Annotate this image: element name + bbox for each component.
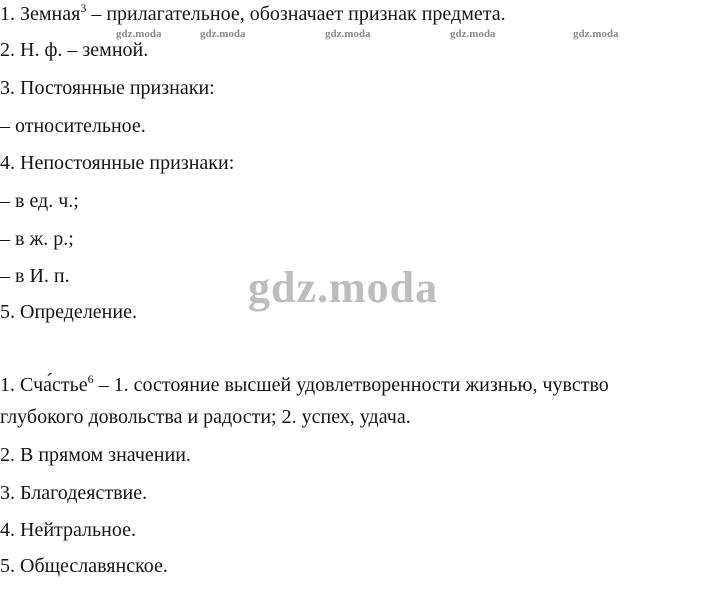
part2-line1-superscript: 6 xyxy=(87,372,94,386)
part2-line6: 5. Общеславянское. xyxy=(0,555,168,577)
part1-line2: 2. Н. ф. – земной. xyxy=(0,39,149,61)
watermark-small: gdz.moda xyxy=(325,28,371,40)
watermark-small: gdz.moda xyxy=(116,28,162,40)
part2-line1-start: 1. Сча́стье xyxy=(0,374,88,396)
watermark-small: gdz.moda xyxy=(573,28,619,40)
part2-line3: 2. В прямом значении. xyxy=(0,444,191,466)
watermark-small: gdz.moda xyxy=(200,28,246,40)
part1-line7: – в ж. р.; xyxy=(0,228,74,250)
part1-line3: 3. Постоянные признаки: xyxy=(0,77,215,99)
part2-line5: 4. Нейтральное. xyxy=(0,519,136,541)
part1-line1-start: 1. Земная xyxy=(0,3,81,25)
part1-line1-superscript: 3 xyxy=(80,1,87,15)
part2-line2: глубокого довольства и радости; 2. успех, удача. xyxy=(0,406,411,428)
part1-line1-end: – прилагательное, обозначает признак предмета. xyxy=(86,3,506,25)
part1-line4: – относительное. xyxy=(0,115,146,137)
watermark-small: gdz.moda xyxy=(450,28,496,40)
part1-line5: 4. Непостоянные признаки: xyxy=(0,152,235,174)
part1-line8: – в И. п. xyxy=(0,265,70,287)
part1-line9: 5. Определение. xyxy=(0,301,137,323)
part2-line1-end: – 1. состояние высшей удовлетворенности жизнью, чувство xyxy=(93,374,609,396)
part1-line1 xyxy=(0,2,506,28)
part2-line1 xyxy=(0,373,609,399)
part2-line4: 3. Благодеяствие. xyxy=(0,482,148,504)
part1-line6: – в ед. ч.; xyxy=(0,190,79,212)
watermark-large: gdz.moda xyxy=(248,263,439,312)
